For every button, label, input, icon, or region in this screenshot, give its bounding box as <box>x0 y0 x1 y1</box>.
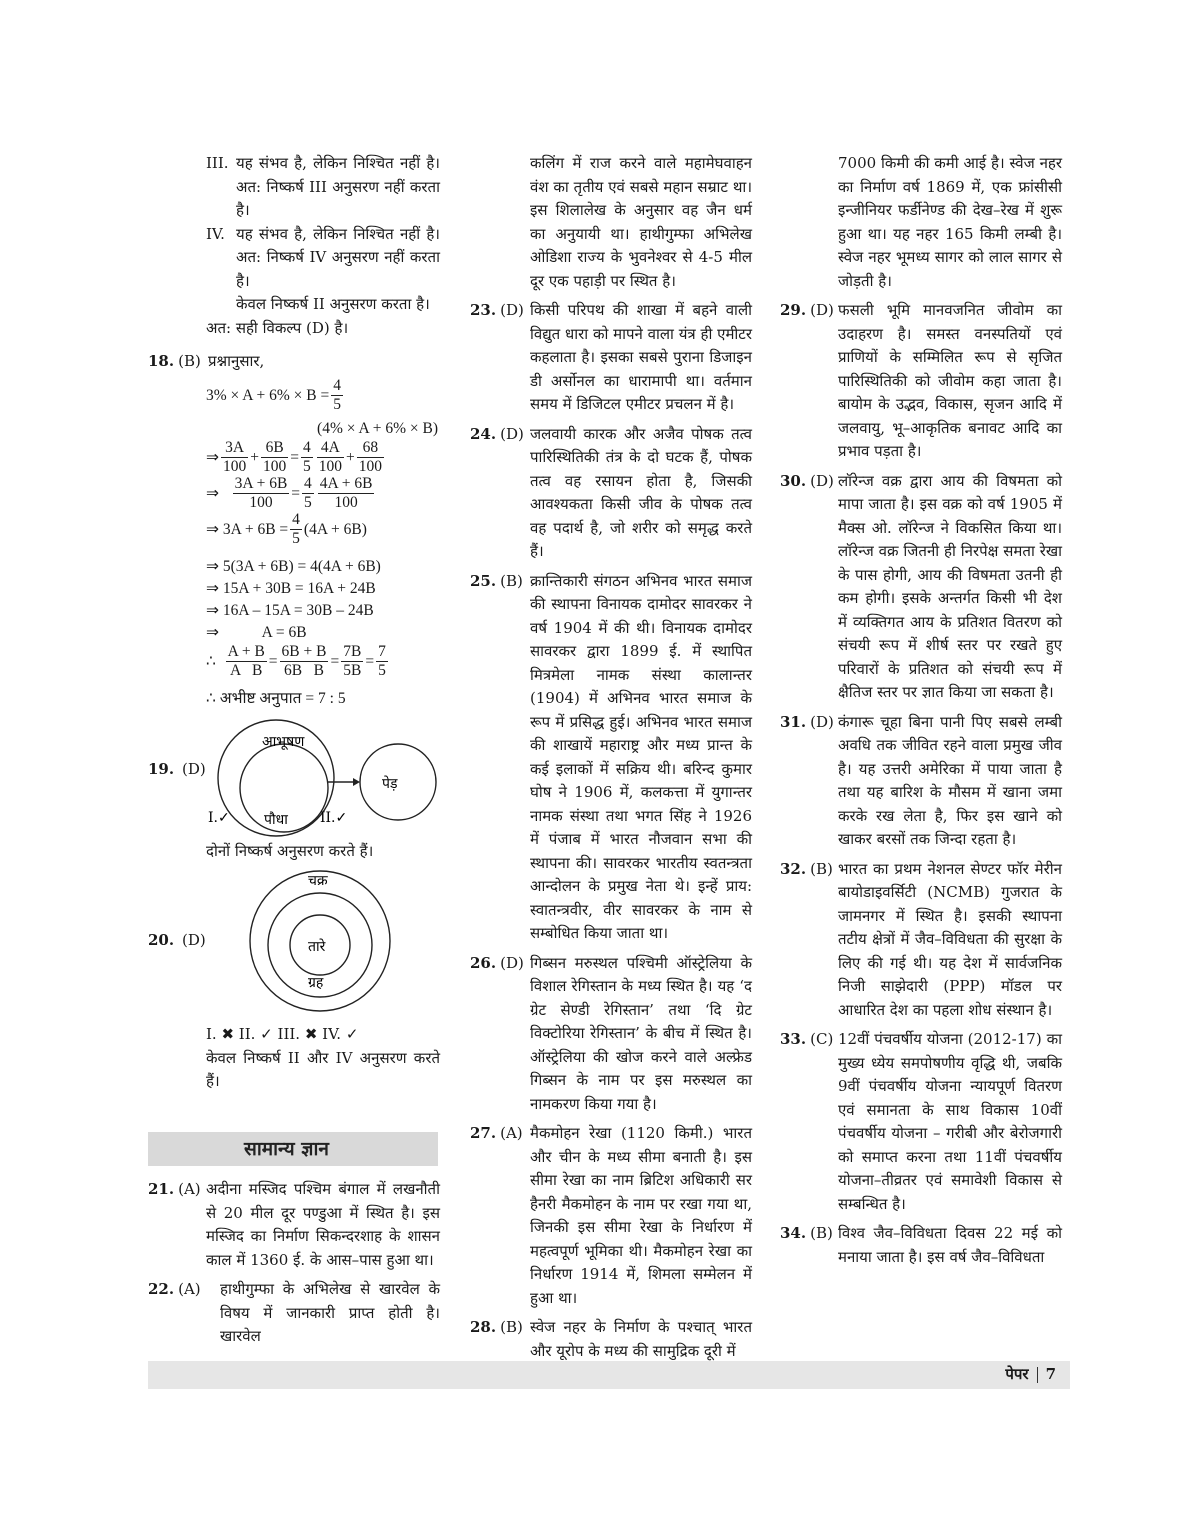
q30-option: (D) <box>810 471 834 490</box>
question-33 <box>780 1028 1062 1216</box>
q29-text: फसली भूमि मानवजनित जीवोम का उदाहरण है। समस्त वनस्पतियों एवं प्राणियों के सम्मिलित रूप से सृजित पारिस्थितिकी को जीवोम कहा जाता है। बायोम के उद्भव, विकास, सृजन आदि में जलवायु, भू–आकृतिक बनावट आदि का प्रभाव पड़ता है। <box>838 301 1062 460</box>
q18-option: (B) <box>178 352 201 370</box>
q32-text: भारत का प्रथम नेशनल सेण्टर फॉर मेरीन बायोडाइवर्सिटी (NCMB) गुजरात के जामनगर में स्थित है। इसकी स्थापना तटीय क्षेत्रों में जैव–विविधता की सुरक्षा के लिए की गई थी। यह देश में सार्वजनिक निजी साझेदारी (PPP) मॉडल पर आधारित देश का पहला शोध संस्थान है। <box>838 859 1062 1019</box>
q19-right-label: पेड़ <box>382 775 398 792</box>
q27-number: 27. <box>470 1124 497 1142</box>
question-25 <box>470 570 752 946</box>
q19-option: (D) <box>182 759 206 778</box>
q33-text: 12वीं पंचवर्षीय योजना (2012-17) का मुख्य ध्येय समपोषणीय वृद्धि थी, जबकि 9वीं पंचवर्षीय योजना न्यायपूर्ण वितरण एवं समानता के साथ विकास 10वीं पंचवर्षीय योजना – गरीबी और बेरोजगारी को समाप्त करना तथा 11वीं पंचवर्षीय योजना–तीव्रतर एवं समावेशी विकास से सम्बन्धित है। <box>838 1030 1062 1213</box>
q20-outer-label: चक्र <box>308 873 328 889</box>
question-26 <box>470 952 752 1117</box>
col3-continuation: 7000 किमी की कमी आई है। स्वेज नहर का निर्माण वर्ष 1869 में, एक फ्रांसीसी इन्जीनियर फर्डीनेण्ड की देख–रेख में शुरू हुआ था। यह नहर 165 किमी लम्बी है। स्वेज नहर भूमध्य सागर को लाल सागर से जोड़ती है। <box>838 154 1062 290</box>
question-27 <box>470 1122 752 1310</box>
q19-inner-label: पौधा <box>264 811 288 828</box>
q21-text: अदीना मस्जिद पश्चिम बंगाल में लखनौती से 20 मील दूर पण्डुआ में स्थित है। इस मस्जिद का निर्माण सिकन्दरशाह के शासन काल में 1360 ई. के आस–पास हुआ था। <box>206 1180 440 1269</box>
q25-number: 25. <box>470 571 497 590</box>
page-number: 7 <box>1045 1365 1056 1383</box>
q25-text: क्रान्तिकारी संगठन अभिनव भारत समाज की स्थापना विनायक दामोदर सावरकर ने वर्ष 1904 में की थी। विनायक दामोदर सावरकर द्वारा 1899 ई. में स्थापित मित्रमेला नामक संस्था कालान्तर (1904) में अभिनव भारत समाज के रूप में प्रसिद्ध हुई। अभिनव भारत समाज की शाखायें महाराष्ट्र और मध्य प्रान्त के कई इलाकों में सक्रिय थी। बरिन्द कुमार घोष ने 1906 में, कलकत्ता में युगान्तर नामक संस्था तथा भगत सिंह ने 1926 में पंजाब में भारत नौजवान सभा की स्थापना की। सावरकर भारतीय स्वतन्त्रता आन्दोलन के प्रमुख नेता थे। इन्हें प्राय: स्वातन्त्रवीर, वीर सावरकर के नाम से सम्बोधित किया जाता था। <box>530 571 752 942</box>
q21-option: (A) <box>178 1180 201 1198</box>
question-32 <box>780 858 1062 1023</box>
q28-option: (B) <box>500 1318 523 1336</box>
q18-number: 18. <box>148 352 175 370</box>
q31-number: 31. <box>780 712 807 731</box>
q26-text: गिब्सन मरुस्थल पश्चिमी ऑस्ट्रेलिया के विशाल रेगिस्तान के मध्य स्थित है। यह ‘द ग्रेट सेण्डी रेगिस्तान’ तथा ‘दि ग्रेट विक्टोरिया रेगिस्तान’ के बीच में स्थित है। ऑस्ट्रेलिया की खोज करने वाले अल्फ्रेड गिब्सन के नाम पर इस मरुस्थल का नामकरण किया गया है। <box>530 953 752 1113</box>
section-heading <box>148 1132 438 1166</box>
q29-option: (D) <box>810 301 834 319</box>
column-1-gk <box>148 1178 440 1355</box>
q22-option: (A) <box>178 1280 201 1298</box>
question-30 <box>780 470 1062 705</box>
q23-option: (D) <box>500 301 524 319</box>
column-1 <box>148 152 440 1094</box>
footer-text <box>1005 1363 1056 1387</box>
q24-text: जलवायी कारक और अजैव पोषक तत्व पारिस्थितिकी तंत्र के दो घटक हैं, पोषक तत्व वह रसायन होता है, जिसकी आवश्यकता किसी जीव के पोषक तत्व वह पदार्थ है, जो शरीर को समृद्ध करते हैं। <box>530 424 752 560</box>
question-22 <box>148 1278 440 1349</box>
q32-number: 32. <box>780 859 807 878</box>
q18-text: प्रश्नानुसार, <box>208 352 265 370</box>
q31-option: (D) <box>810 712 834 731</box>
statement-iii-text: यह संभव है, लेकिन निश्चित नहीं है। अत: निष्कर्ष III अनुसरण नहीं करता है। <box>236 154 440 219</box>
q26-number: 26. <box>470 953 497 972</box>
q22-text: हाथीगुम्फा के अभिलेख से खारवेल के विषय में जानकारी प्राप्त होती है। खारवेल <box>220 1280 440 1345</box>
only-conclusion-text: केवल निष्कर्ष II अनुसरण करता है। <box>236 295 430 313</box>
q19-diagram <box>204 718 444 838</box>
q34-number: 34. <box>780 1224 807 1242</box>
q19-text: दोनों निष्कर्ष अनुसरण करते हैं। <box>206 841 374 860</box>
q19-number: 19. <box>148 759 175 778</box>
q20-text: केवल निष्कर्ष II और IV अनुसरण करते हैं। <box>206 1048 440 1090</box>
question-19 <box>148 716 440 838</box>
q20-diagram <box>234 869 414 1015</box>
q18-ratio: ∴ अभीष्ट अनुपात = 7 : 5 <box>206 689 346 707</box>
column-2 <box>470 152 752 1369</box>
q27-option: (A) <box>500 1124 523 1142</box>
q18-math: 3% × A + 6% × B = $\frac{4}{5}$ (4% × A + 6% × B) ⇒ $\frac{3A}{100}$ + $\frac{6B}{100}$ = $\frac{4}{5}$ $\frac{4A}{100}$ + $\frac{68}{100}$ ⇒ $\frac{3A + 6B}{100}$ = $\frac{4}{5}$ $\frac{4A + 6B}{100}$ ⇒ 3A + 6B = $\frac{4}{5}$ (4A + 6B) ⇒ 5(3A + 6B) = 4(4A + 6B) ⇒ 15A + 30B = 16A + 24B ⇒ 16A – 15A = 30B – 24B ⇒ A = 6B ∴ $\frac{A + B}{\text{A B}}$ = $\frac{6B + B}{\text{6B B}}$ = $\frac{7B}{5B}$ = $\frac{7}{5}$ ∴ अभीष्ट अनुपात = 7 : 5 <box>148 374 440 710</box>
page-footer <box>148 1361 1070 1389</box>
question-31 <box>780 711 1062 852</box>
q27-text: मैकमोहन रेखा (1120 किमी.) भारत और चीन के मध्य सीमा बनाती है। इस सीमा रेखा का नाम ब्रिटिश अधिकारी सर हैनरी मैकमोहन के नाम पर रखा गया था, जिनकी इस सीमा रेखा के निर्धारण में महत्वपूर्ण भूमिका थी। मैकमोहन रेखा का निर्धारण 1914 में, शिमला सम्मेलन में हुआ था। <box>530 1124 752 1307</box>
q20-option: (D) <box>182 931 206 949</box>
q30-text: लॉरेन्ज वक्र द्वारा आय की विषमता को मापा जाता है। इस वक्र को वर्ष 1905 में मैक्स ओ. लॉरेन्ज ने विकसित किया था। लॉरेन्ज वक्र जितनी ही निरपेक्ष समता रेखा के पास होगी, आय की विषमता उतनी ही कम होगी। इसके अन्तर्गत किसी भी देश में व्यक्तिगत आय के प्रतिशत वितरण को संचयी रूप में शीर्ष स्तर पर रखते हुए परिवारों के प्रतिशत को संचयी रूप में क्षैतिज स्तर पर ज्ञात किया जा सकता है। <box>838 471 1062 701</box>
q23-text: किसी परिपथ की शाखा में बहने वाली विद्युत धारा को मापने वाला यंत्र ही एमीटर कहलाता है। इसका सबसे पुराना डिजाइन डी अर्सोनल का धारामापी था। वर्तमान समय में डिजिटल एमीटर प्रचलन में है। <box>530 301 752 413</box>
q19-outer-label: आभूषण <box>262 733 305 750</box>
q32-option: (B) <box>810 859 833 878</box>
q21-number: 21. <box>148 1180 175 1198</box>
footer-divider <box>1037 1367 1038 1383</box>
q34-text: विश्व जैव–विविधता दिवस 22 मई को मनाया जाता है। इस वर्ष जैव–विविधता <box>838 1224 1062 1266</box>
question-24 <box>470 423 752 564</box>
q33-option: (C) <box>810 1030 834 1048</box>
q19-mark-ii: II.✓ <box>320 809 348 826</box>
statement-iv <box>148 223 440 294</box>
question-34 <box>780 1222 1062 1269</box>
q33-number: 33. <box>780 1030 807 1048</box>
answer-text: अत: सही विकल्प (D) है। <box>206 318 349 337</box>
col2-continuation: कलिंग में राज करने वाले महामेघवाहन वंश का तृतीय एवं सबसे महान सम्राट था। इस शिलालेख के अनुसार वह जैन धर्म का अनुयायी था। हाथीगुम्फा अभिलेख ओडिशा राज्य के भुवनेश्वर से 4-5 मील दूर एक पहाड़ी पर स्थित है। <box>530 154 752 290</box>
section-title: सामान्य ज्ञान <box>244 1138 329 1160</box>
roman-iv: IV. <box>206 224 225 243</box>
roman-iii: III. <box>206 154 229 172</box>
q20-mid-label: ग्रह <box>308 975 324 991</box>
q31-text: कंगारू चूहा बिना पानी पिए सबसे लम्बी अवधि तक जीवित रहने वाला प्रमुख जीव है। यह उत्तरी अमेरिका में पाया जाता है तथा यह बारिश के मौसम में खाना जमा करके रख लेता है, फिर इस खाने को खाकर बरसों तक जिन्दा रहता है। <box>838 712 1062 848</box>
q26-option: (D) <box>500 953 524 972</box>
question-20 <box>148 867 440 1017</box>
q24-number: 24. <box>470 424 497 443</box>
q24-option: (D) <box>500 424 524 443</box>
q28-text: स्वेज नहर के निर्माण के पश्चात् भारत और यूरोप के मध्य की सामुद्रिक दूरी में <box>530 1318 752 1360</box>
question-18 <box>148 350 440 710</box>
q23-number: 23. <box>470 301 497 319</box>
q19-mark-i: I.✓ <box>208 809 230 826</box>
q29-number: 29. <box>780 301 807 319</box>
footer-label: पेपर <box>1005 1365 1029 1383</box>
q20-number: 20. <box>148 931 175 949</box>
question-23 <box>470 299 752 417</box>
column-3 <box>780 152 1062 1275</box>
question-29 <box>780 299 1062 464</box>
q22-number: 22. <box>148 1280 175 1298</box>
q20-inner-label: तारे <box>308 939 326 955</box>
q20-marks: I. ✖ II. ✓ III. ✖ IV. ✓ <box>206 1025 359 1043</box>
question-28 <box>470 1316 752 1363</box>
question-21 <box>148 1178 440 1272</box>
statement-iii <box>148 152 440 223</box>
q25-option: (B) <box>500 571 523 590</box>
q28-number: 28. <box>470 1318 497 1336</box>
statement-iv-text: यह संभव है, लेकिन निश्चित नहीं है। अत: निष्कर्ष IV अनुसरण नहीं करता है। <box>236 224 440 290</box>
q30-number: 30. <box>780 471 807 490</box>
q34-option: (B) <box>810 1224 833 1242</box>
